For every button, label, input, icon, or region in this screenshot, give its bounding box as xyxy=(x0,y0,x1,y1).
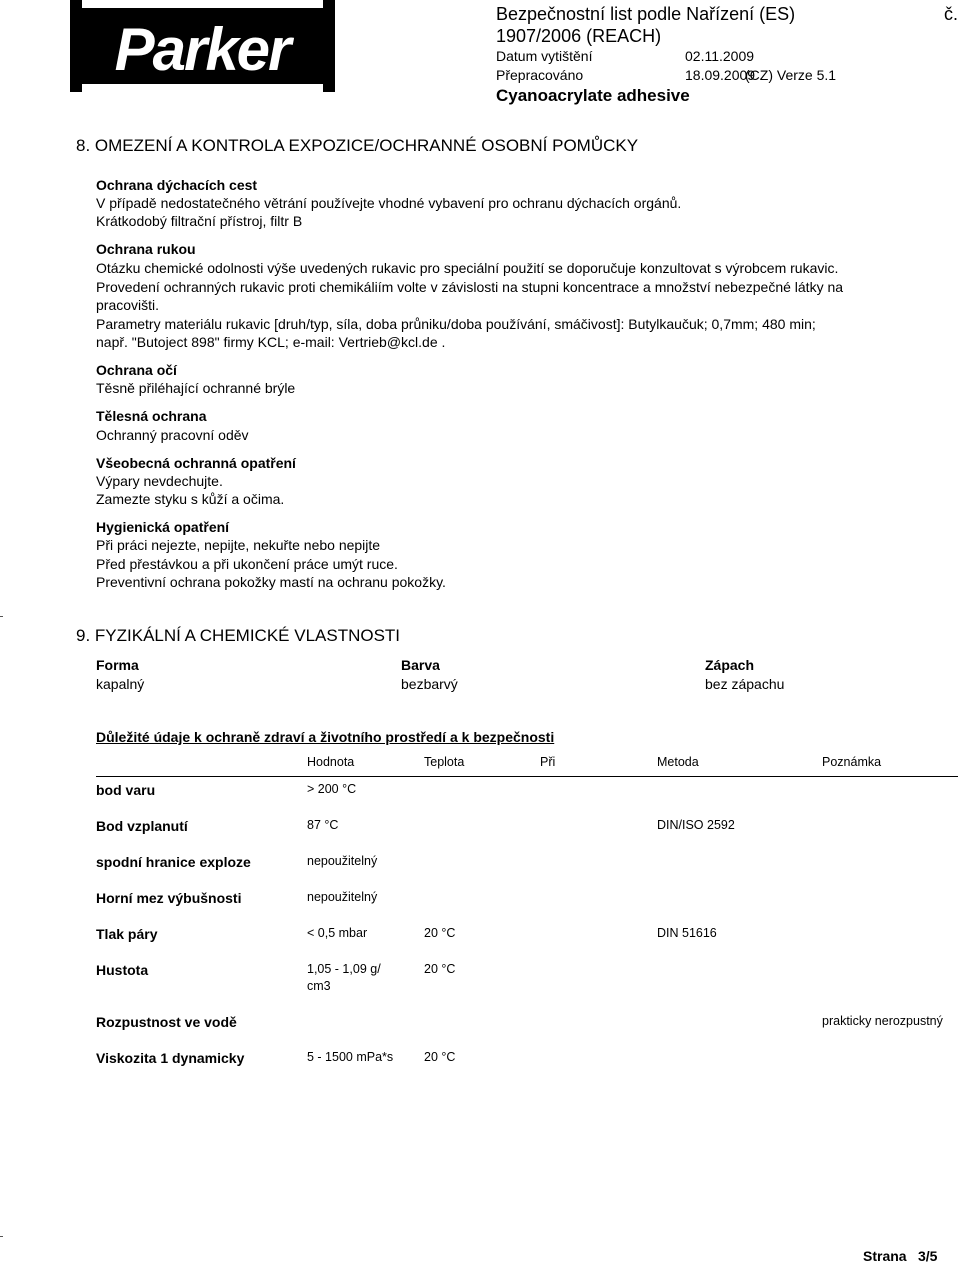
row-method: DIN/ISO 2592 xyxy=(657,818,735,832)
col-header: Metoda xyxy=(657,755,699,769)
row-name: Tlak páry xyxy=(96,926,158,942)
important-title: Důležité údaje k ochraně zdraví a životního prostředí a k bezpečnosti xyxy=(96,729,555,745)
row-temp: 20 °C xyxy=(424,1050,456,1064)
row-value: nepoužitelný xyxy=(307,890,378,904)
hand-line: Provedení ochranných rukavic proti chemikáliím volte v závislosti na stupni koncentrace a množství nebezpečné látky na xyxy=(96,279,844,295)
general-title: Všeobecná ochranná opatření xyxy=(96,455,296,471)
col-header: Hodnota xyxy=(307,755,355,769)
doc-title-line1: Bezpečnostní list podle Nařízení (ES) xyxy=(496,4,796,24)
doc-title-suffix: č. xyxy=(944,4,959,24)
margin-mark xyxy=(0,616,3,617)
print-date: 02.11.2009 xyxy=(685,48,755,64)
revised-label: Přepracováno xyxy=(496,67,584,83)
revised-date: 18.09.2009 xyxy=(685,67,756,83)
eye-line: Těsně přiléhající ochranné brýle xyxy=(96,380,296,396)
row-value: < 0,5 mbar xyxy=(307,926,368,940)
prop-label-color: Barva xyxy=(401,657,440,673)
page-label: Strana xyxy=(863,1248,907,1264)
col-header: Při xyxy=(540,755,556,769)
row-name: Viskozita 1 dynamicky xyxy=(96,1050,245,1066)
product-name: Cyanoacrylate adhesive xyxy=(496,86,690,105)
row-value-cont: cm3 xyxy=(307,979,331,993)
hand-line: Otázku chemické odolnosti výše uvedených rukavic pro speciální použití se doporučuje konzultovat s výrobcem rukavic. xyxy=(96,260,839,276)
row-value: nepoužitelný xyxy=(307,854,378,868)
general-line: Zamezte styku s kůží a očima. xyxy=(96,491,285,507)
row-value: 87 °C xyxy=(307,818,339,832)
print-date-label: Datum vytištění xyxy=(496,48,593,64)
general-line: Výpary nevdechujte. xyxy=(96,473,223,489)
hygiene-line: Před přestávkou a při ukončení práce umýt ruce. xyxy=(96,556,398,572)
col-header: Poznámka xyxy=(822,755,882,769)
prop-value-form: kapalný xyxy=(96,676,145,692)
section9-heading: 9. FYZIKÁLNÍ A CHEMICKÉ VLASTNOSTI xyxy=(76,626,401,645)
row-method: DIN 51616 xyxy=(657,926,717,940)
row-value: > 200 °C xyxy=(307,782,357,796)
row-temp: 20 °C xyxy=(424,962,456,976)
resp-title: Ochrana dýchacích cest xyxy=(96,177,258,193)
table-header-rule xyxy=(96,776,958,777)
prop-value-color: bezbarvý xyxy=(401,676,458,692)
hygiene-line: Preventivní ochrana pokožky mastí na ochranu pokožky. xyxy=(96,574,446,590)
row-name: spodní hranice exploze xyxy=(96,854,251,870)
page-number: 3/5 xyxy=(918,1248,938,1264)
resp-line: V případě nedostatečného větrání používejte vhodné vybavení pro ochranu dýchacích orgánů. xyxy=(96,195,682,211)
hand-line: Parametry materiálu rukavic [druh/typ, síla, doba průniku/doba používání, smáčivost]: Butylkaučuk; 0,7mm; 480 min; xyxy=(96,316,816,332)
hand-line: např. "Butoject 898" firmy KCL; e-mail: Vertrieb@kcl.de . xyxy=(96,334,446,350)
margin-mark xyxy=(0,1236,3,1237)
eye-title: Ochrana očí xyxy=(96,362,177,378)
body-title: Tělesná ochrana xyxy=(96,408,207,424)
hygiene-line: Při práci nejezte, nepijte, nekuřte nebo nepijte xyxy=(96,537,381,553)
row-temp: 20 °C xyxy=(424,926,456,940)
prop-label-form: Forma xyxy=(96,657,139,673)
doc-title-line2: 1907/2006 (REACH) xyxy=(496,26,662,46)
prop-label-odor: Zápach xyxy=(705,657,755,673)
row-note: prakticky nerozpustný xyxy=(822,1014,943,1028)
hand-title: Ochrana rukou xyxy=(96,241,196,257)
prop-value-odor: bez zápachu xyxy=(705,676,785,692)
row-name: Horní mez výbušnosti xyxy=(96,890,242,906)
row-value: 5 - 1500 mPa*s xyxy=(307,1050,394,1064)
section8-heading: 8. OMEZENÍ A KONTROLA EXPOZICE/OCHRANNÉ OSOBNÍ POMŮCKY xyxy=(76,136,639,155)
body-line: Ochranný pracovní oděv xyxy=(96,427,249,443)
row-name: Rozpustnost ve vodě xyxy=(96,1014,237,1030)
svg-text:Parker: Parker xyxy=(114,16,290,83)
row-name: bod varu xyxy=(96,782,156,798)
hygiene-title: Hygienická opatření xyxy=(96,519,230,535)
row-name: Hustota xyxy=(96,962,149,978)
row-name: Bod vzplanutí xyxy=(96,818,188,834)
col-header: Teplota xyxy=(424,755,465,769)
version: (CZ) Verze 5.1 xyxy=(745,67,837,83)
hand-line: pracovišti. xyxy=(96,297,160,313)
resp-line: Krátkodobý filtrační přístroj, filtr B xyxy=(96,213,303,229)
row-value: 1,05 - 1,09 g/ xyxy=(307,962,381,976)
parker-logo xyxy=(70,0,335,92)
